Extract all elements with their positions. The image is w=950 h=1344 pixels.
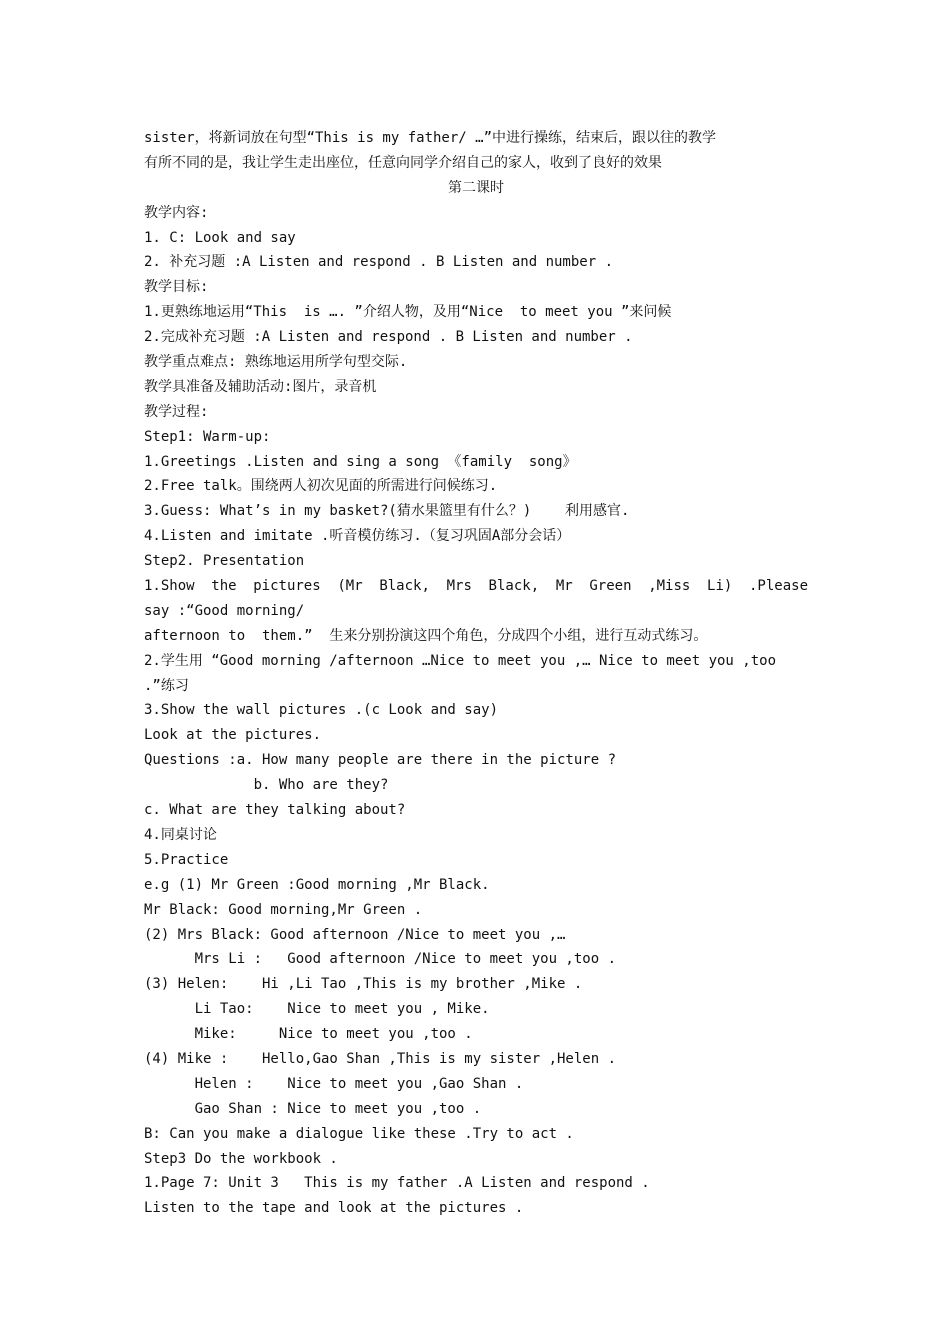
text-line: afternoon to them.” 生来分别扮演这四个角色，分成四个小组，进行互动式练习。: [144, 627, 708, 644]
text-line: 教学具准备及辅助活动:图片，录音机: [144, 378, 377, 395]
text-line: 2.完成补充习题 :A Listen and respond . B Listen and number .: [144, 329, 633, 346]
text-line: e.g (1) Mr Green :Good morning ,Mr Black.: [144, 876, 490, 893]
text-line: Gao Shan : Nice to meet you ,too .: [144, 1100, 482, 1117]
text-line: say :“Good morning/: [144, 602, 305, 619]
text-line: Mr Black: Good morning,Mr Green .: [144, 901, 423, 918]
document-body: [144, 126, 808, 1221]
text-line: 4.Listen and imitate .听音模仿练习.（复习巩固A部分会话）: [144, 528, 571, 545]
text-line: Step3 Do the workbook .: [144, 1150, 338, 1167]
text-line: 教学过程:: [144, 403, 209, 420]
text-line: sister，将新词放在句型“This is my father/ …”中进行操练，结束后，跟以往的教学: [144, 130, 717, 146]
text-line: Step2. Presentation: [144, 553, 305, 570]
text-line: Questions :a. How many people are there in the picture ?: [144, 752, 617, 769]
text-line: 1.更熟练地运用“This is …. ”介绍人物，及用“Nice to meet you ”来问候: [144, 304, 672, 321]
text-line: Step1: Warm-up:: [144, 428, 271, 445]
text-line: 教学目标:: [144, 279, 209, 296]
text-line: 1.Greetings .Listen and sing a song 《family song》: [144, 453, 577, 470]
text-line: Listen to the tape and look at the pictures .: [144, 1200, 524, 1217]
text-line: Mrs Li : Good afternoon /Nice to meet you ,too .: [144, 951, 617, 968]
text-line: Li Tao: Nice to meet you , Mike.: [144, 1001, 490, 1018]
text-line: 2. 补充习题 :A Listen and respond . B Listen and number .: [144, 254, 614, 271]
text-line: B: Can you make a dialogue like these .Try to act .: [144, 1125, 574, 1142]
text-line: 1.Page 7: Unit 3 This is my father .A Listen and respond .: [144, 1175, 650, 1192]
text-line: 3.Guess: What’s in my basket?(猜水果篮里有什么？) 利用感官.: [144, 503, 630, 520]
text-line: (3) Helen: Hi ,Li Tao ,This is my brother ,Mike .: [144, 976, 583, 993]
text-line: Helen : Nice to meet you ,Gao Shan .: [144, 1075, 524, 1092]
text-line: 1. C: Look and say: [144, 229, 296, 246]
text-line: b. Who are they?: [144, 777, 389, 794]
text-line: Mike: Nice to meet you ,too .: [144, 1026, 473, 1043]
text-line: 5.Practice: [144, 851, 229, 868]
text-line: 1.Show the pictures (Mr Black, Mrs Black, Mr Green ,Miss Li) .Please: [144, 578, 808, 595]
text-line: 2.Free talk。围绕两人初次见面的所需进行问候练习.: [144, 478, 498, 495]
text-line: 4.同桌讨论: [144, 826, 217, 843]
text-line: 教学重点难点: 熟练地运用所学句型交际.: [144, 354, 408, 371]
text-line: c. What are they talking about?: [144, 802, 406, 819]
text-line: .”练习: [144, 677, 189, 694]
text-line: (4) Mike : Hello,Gao Shan ,This is my sister ,Helen .: [144, 1050, 617, 1067]
text-line: 有所不同的是，我让学生走出座位，任意向同学介绍自己的家人，收到了良好的效果: [144, 154, 662, 171]
text-line: 教学内容:: [144, 204, 209, 221]
text-line: (2) Mrs Black: Good afternoon /Nice to meet you ,…: [144, 926, 566, 943]
text-line: Look at the pictures.: [144, 727, 322, 744]
text-line: 3.Show the wall pictures .(c Look and say): [144, 702, 499, 719]
section-heading: 第二课时: [448, 179, 504, 196]
text-line: 2.学生用 “Good morning /afternoon …Nice to meet you ,… Nice to meet you ,too: [144, 652, 777, 669]
